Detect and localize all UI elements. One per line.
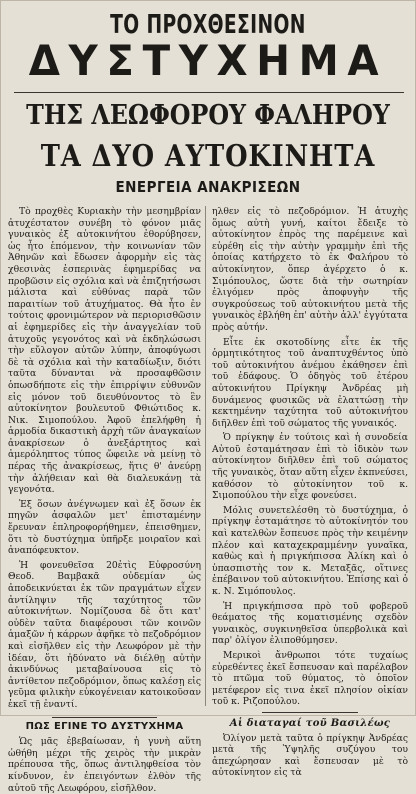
- article-paragraph: Ἐξ ὅσων ἀνέγνωμεν καὶ ἐξ ὅσων ἐκ πηγῶν ἀσφαλῶν μετ' ἐπισταμένην ἔρευναν ἐπληροφορήθημεν, ἐπεισθημεν, ὅτι τὸ δυστύχημα ὑπῆρξε μοιραῖον καὶ ἀναπόφευκτον.: [8, 498, 201, 557]
- article-paragraph: Μόλις συνετελέσθη τὸ δυστύχημα, ὁ πρίγκηψ ἐσταμάτησε τὸ αὐτοκίνητόν του καὶ κατελθὼν ἔσπευσε πρὸς τὴν κειμένην πλέον καὶ καταχεκραμμένην γυναῖκα, καθὼς καὶ ἡ πριγκήπισσα Ἀλίκη καὶ ὁ ὑπασπιστὴς τον κ. Μεταξᾶς, οἵτινες ἐπέβαινον τοῦ αὐτοκινήτου. Ἐπίσης καὶ ὁ κ. Ν. Σιμόπουλος.: [212, 504, 408, 597]
- headline-line5: ΕΝΕΡΓΕΙΑ ΑΝΑΚΡΙΣΕΩΝ: [115, 178, 301, 196]
- headline-line1: ΤΟ ΠΡΟΧΘΕΣΙΝΟΝ: [110, 10, 306, 40]
- article-paragraph: Μερικοὶ ἄνθρωποι τότε τυχαίως εὑρεθέντες ἐκεῖ ἔσπευσαν καὶ παρέλαβον τὸ πτῶμα τοῦ θύματος, τὸ ὁποῖον μετέφερον εἰς τινα ἐκεῖ πλησίον οἰκίαν τοῦ κ. Ριζοπούλου.: [212, 649, 408, 708]
- subhead-rule: [262, 712, 358, 713]
- article-column-left: [8, 206, 201, 794]
- article-column-right: [212, 206, 408, 779]
- subhead-rule: [52, 717, 157, 718]
- headline-line2: ΔΥΣΤΥΧΗΜΑ: [28, 36, 388, 85]
- article-paragraph: ηλθεν εἰς τὸ πεζοδρόμιον. Ἡ ἀτυχὴς ὅμως αὐτὴ γυνή, καίτοι ἔδειξε τὸ αὐτοκίνητον ἐπρὸς της παρέμεινε καὶ εὑρέθη εἰς τὴν αὐτὴν γραμμὴν ἐπὶ τῆς ὁποίας κατήρχετο τὸ ἐκ Φαλήρου τὸ αὐτοκίνητον, ὅπερ ἀγέρχετο ὁ κ. Σιμόπουλος, ὥστε διὰ τὴν σωτηρίαν ἐλιγόμεν πρὸς ἀποφυγὴν τῆς συγκρούσεως τοῦ αὐτοκινήτου μετὰ τῆς γυναικὸς ἐβλήθη ἐπ' αὐτὴν ἀλλ' ἐγγύτατα πρὸς αὐτήν.: [212, 206, 408, 333]
- article-paragraph: Τὸ προχθὲς Κυριακὴν τὴν μεσημβρίαν ἀτυχέστατον συνέβη τὸ φόνον μιᾶς γυναικὸς ἐξ αὐτοκινήτου ἐθορύβησεν, ὡς ἦτο ἑπόμενον, τὴν κοινωνίαν τῶν Ἀθηνῶν καὶ ἔδωσεν ἀφορμὴν εἰς τὰς χθεσινὰς ἑσπερινὰς ἐφημερίδας να προβῶσιν εἰς σχόλια καὶ νὰ ἐπιζητήσωσι μάλιστα καὶ εὐθύνας παρὰ τῶν παραιτίων τοῦ ἀτυχήματος. Θὰ ἦτο ἐν τούτοις φρονιμώτερον νὰ περιορισθῶσιν αἱ ἐφημερίδες εἰς τὴν ἀναγγελίαν τοῦ ἀτυχοῦς γεγονότος καὶ νὰ ἐκδηλώσωσι τὴν εὔλογον αὐτῶν λύπην, ἀποφύγωσι δὲ τὰ σχόλια καὶ τὴν καταδίωξιν, διότι ταῦτα δύνανται νὰ προσαφθῶσιν ὁπωσδήποτε εἰς τὴν ἐπιρρίψιν εὐθυνῶν εἰς μόνον τοῦ διευθύνοντος τὸ ἓν αὐτοκίνητον βουλευτοῦ Φθιώτιδος κ. Νικ. Σιμοπούλου. Ἀφοῦ ἐπελήφθη ἡ ἁρμοδία δικαστικὴ ἀρχὴ τῶν ἀναγκαίων ἀνακρίσεων ὁ ἀνεξάρτητος καὶ ἀμερόληπτος τύπος ὤφειλε νὰ μείνῃ τὸ πέρας τῆς ἀνακρίσεως, ἥτις θ' ἀνεύρῃ τὴν ἀλήθειαν καὶ θὰ διαλευκάνῃ τὰ γεγονότα.: [8, 206, 201, 496]
- article-paragraph: Ὁ πρίγκηψ ἐν τούτοις καὶ ἡ συνοδεία Αὐτοῦ ἐσταμάτησαν ἐπὶ τὸ ἰδικὸν των αὐτοκίνητον διῆλθεν ἐπὶ τοῦ σώματος τῆς γυναικὸς, ὅταν αὕτη εἶχεν ἐκπνεύσει, καθόσον τὸ αὐτοκίνητον τοῦ κ. Σιμοπούλου τὴν εἶχε φονεύσει.: [212, 432, 408, 502]
- subheading: ΠΩΣ ΕΓΙΝΕ ΤΟ ΔΥΣΤΥΧΗΜΑ: [25, 720, 184, 732]
- article-paragraph: Εἶτε ἐκ σκοτοδίνης εἶτε ἐκ τῆς ὁρμητικότητος τοῦ ἀναπτυχθέντος ὑπὸ τοῦ αὐτοκινήτου ἀνέμου ἐκάθησεν ἐπὶ τοῦ ἐδάφους. Ὁ ὁδηγὸς τοῦ ἑτέρου αὐτοκινήτου Πρίγκηψ Ἀνδρέας μὴ δυνάμενος φυσικῶς νὰ ἐλαττώσῃ τὴν κεκτημένην ταχύτητα τοῦ αὐτοκινήτου διῆλθεν ἐπὶ τοῦ σώματος τῆς γυναικός.: [212, 336, 408, 429]
- column-divider: [205, 206, 206, 706]
- article-paragraph: Ἡ πριγκήπισσα πρὸ τοῦ φοβεροῦ θεάματος τῆς κοματισμένης σχεδὸν γυναικὸς, συγκινηθεῖσα ὑπερβολικὰ καὶ παρ' ὀλίγον ἐλιποθύμησεν.: [212, 600, 408, 647]
- headline-line4: ΤΑ ΔΥΟ ΑΥΤΟΚΙΝΗΤΑ: [40, 139, 376, 174]
- article-paragraph: Ὡς μᾶς ἐβεβαίωσαν, ἡ γυνὴ αὕτη ὠθήθη μέχρι τῆς χειρὸς τὴν μικρὰν πρέπουσα τῆς, ὅπως ἀντιληφθείσα τὸν κίνδυνον, ἐν ἐπειγόντων ἐλθὸν τῆς αὐτοῦ τῆς Λεωφόρου, εἰσῆλθον.: [8, 736, 201, 794]
- subheading: Αἱ διαταγαί τοῦ Βασιλέως: [229, 717, 391, 729]
- headline-rule: [14, 92, 404, 93]
- article-paragraph: Ἡ φονευθεῖσα 20ἐτὶς Εὐφροσύνη Θεοδ. Βαμβακᾶ οὐδεμίαν ὡς ἀποδεικνύεται ἐκ τῶν πραγμάτων εἶχεν ἀντίληψιν τῆς ταχύτητος τῶν αὐτοκινήτων. Νομίζουσα δὲ ὅτι κατ' οὐδὲν ταῦτα διαφέρουσι τῶν κοινῶν ἁμαξῶν ἡ κάρρων ἀφῆκε τὸ πεζοδρόμιον καὶ εἰσῆλθεν εἰς τὴν Λεωφόρον μὲ τὴν ἰδέαν, ὅτι ἠδύνατο νὰ διέλθῃ αὐτὴν ἀκινδύνως μεταβαίνουσα εἰς τὸ ἀντίθετον πεζοδρόμιον, ὅπως καλέσῃ εἰς γεῦμα φιλικὴν εὐκογένειαν κατοικοῦσαν ἐκεῖ τῇ ἐναντί.: [8, 559, 201, 710]
- article-paragraph: Ὀλίγον μετὰ ταῦτα ὁ πρίγκηψ Ἀνδρέας μετὰ τῆς Ὑψηλῆς συζύγου του ἀπεχώρησαν καὶ ἔσπευσαν μὲ τὸ αὐτοκίνητον εἰς τὰ: [212, 732, 408, 779]
- headline-line3: ΤΗΣ ΛΕΩΦΟΡΟΥ ΦΑΛΗΡΟΥ: [26, 100, 390, 131]
